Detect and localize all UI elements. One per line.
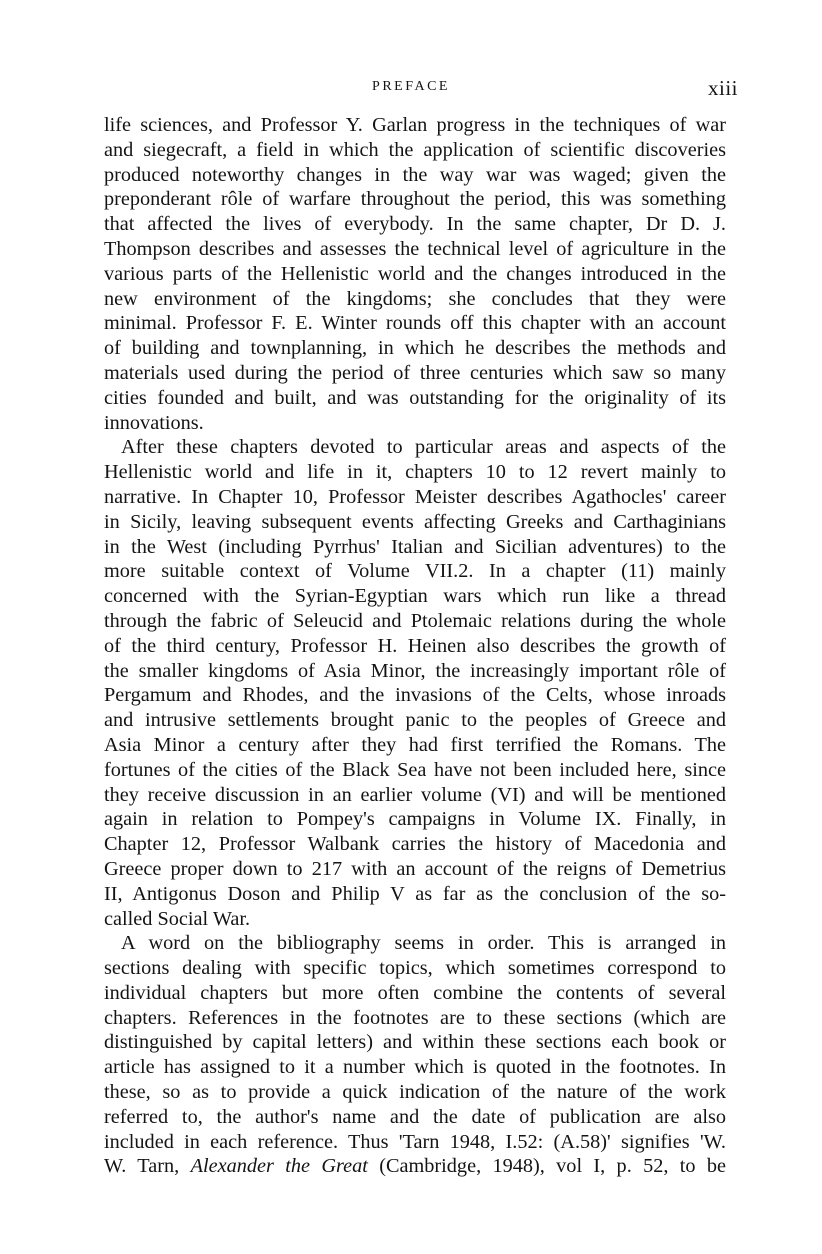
text-line: that affected the lives of everybody. In the same chapter, Dr D. J. xyxy=(104,213,726,236)
text-line: II, Antigonus Doson and Philip V as far as the conclusion of the so- xyxy=(104,882,726,905)
text-line: these, so as to provide a quick indication of the nature of the work xyxy=(104,1081,726,1104)
text-line: A word on the bibliography seems in order. This is arranged in xyxy=(121,932,726,955)
text-line: sections dealing with specific topics, which sometimes correspond to xyxy=(104,957,726,980)
text-line: various parts of the Hellenistic world and the changes introduced in the xyxy=(104,262,726,285)
text-line: narrative. In Chapter 10, Professor Meister describes Agathocles' career xyxy=(104,485,726,508)
text-line: preponderant rôle of warfare throughout the period, this was something xyxy=(104,188,726,211)
text-line: article has assigned to it a number which is quoted in the footnotes. In xyxy=(104,1056,726,1079)
text-line: W. Tarn, Alexander the Great (Cambridge, 1948), vol I, p. 52, to be xyxy=(104,1155,726,1178)
running-title: PREFACE xyxy=(372,79,450,94)
text-line: called Social War. xyxy=(104,907,251,930)
text-line: minimal. Professor F. E. Winter rounds off this chapter with an account xyxy=(104,312,726,335)
text-line: referred to, the author's name and the date of publication are also xyxy=(104,1105,726,1128)
text-line: After these chapters devoted to particular areas and aspects of the xyxy=(121,436,726,459)
text-line: in the West (including Pyrrhus' Italian and Sicilian adventures) to the xyxy=(104,535,726,558)
body-text xyxy=(104,113,726,1179)
text-line: and intrusive settlements brought panic to the peoples of Greece and xyxy=(104,709,726,732)
text-line: in Sicily, leaving subsequent events affecting Greeks and Carthaginians xyxy=(104,510,726,533)
text-line: innovations. xyxy=(104,411,204,434)
text-line: concerned with the Syrian-Egyptian wars which run like a thread xyxy=(104,585,726,608)
text-line: they receive discussion in an earlier volume (VI) and will be mentioned xyxy=(104,783,726,806)
text-line: and siegecraft, a field in which the application of scientific discoveries xyxy=(104,138,726,161)
text-line: Asia Minor a century after they had first terrified the Romans. The xyxy=(104,733,726,756)
text-line: Chapter 12, Professor Walbank carries the history of Macedonia and xyxy=(104,833,726,856)
text-line: cities founded and built, and was outstanding for the originality of its xyxy=(104,386,726,409)
text-line: chapters. References in the footnotes are to these sections (which are xyxy=(104,1006,726,1029)
text-line: the smaller kingdoms of Asia Minor, the increasingly important rôle of xyxy=(104,659,726,682)
text-line: Hellenistic world and life in it, chapters 10 to 12 revert mainly to xyxy=(104,461,726,484)
text-line: of the third century, Professor H. Heinen also describes the growth of xyxy=(104,634,726,657)
text-line: of building and townplanning, in which he describes the methods and xyxy=(104,337,726,360)
page-header xyxy=(0,76,822,102)
text-line: Thompson describes and assesses the technical level of agriculture in the xyxy=(104,237,726,260)
text-line: produced noteworthy changes in the way war was waged; given the xyxy=(104,163,726,186)
text-line: life sciences, and Professor Y. Garlan progress in the techniques of war xyxy=(104,114,726,136)
text-line: individual chapters but more often combine the contents of several xyxy=(104,981,726,1004)
text-line: new environment of the kingdoms; she concludes that they were xyxy=(104,287,726,310)
text-line: included in each reference. Thus 'Tarn 1948, I.52: (A.58)' signifies 'W. xyxy=(104,1130,726,1153)
text-line: again in relation to Pompey's campaigns in Volume IX. Finally, in xyxy=(104,808,726,831)
text-line: Pergamum and Rhodes, and the invasions of the Celts, whose inroads xyxy=(104,684,726,707)
text-line: Greece proper down to 217 with an account of the reigns of Demetrius xyxy=(104,857,726,880)
text-line: distinguished by capital letters) and within these sections each book or xyxy=(104,1031,726,1054)
page-number: xiii xyxy=(707,76,738,100)
text-line: more suitable context of Volume VII.2. In a chapter (11) mainly xyxy=(104,560,726,583)
text-line: fortunes of the cities of the Black Sea have not been included here, since xyxy=(104,758,726,781)
text-line: through the fabric of Seleucid and Ptolemaic relations during the whole xyxy=(104,609,726,632)
text-line: materials used during the period of three centuries which saw so many xyxy=(104,361,726,384)
